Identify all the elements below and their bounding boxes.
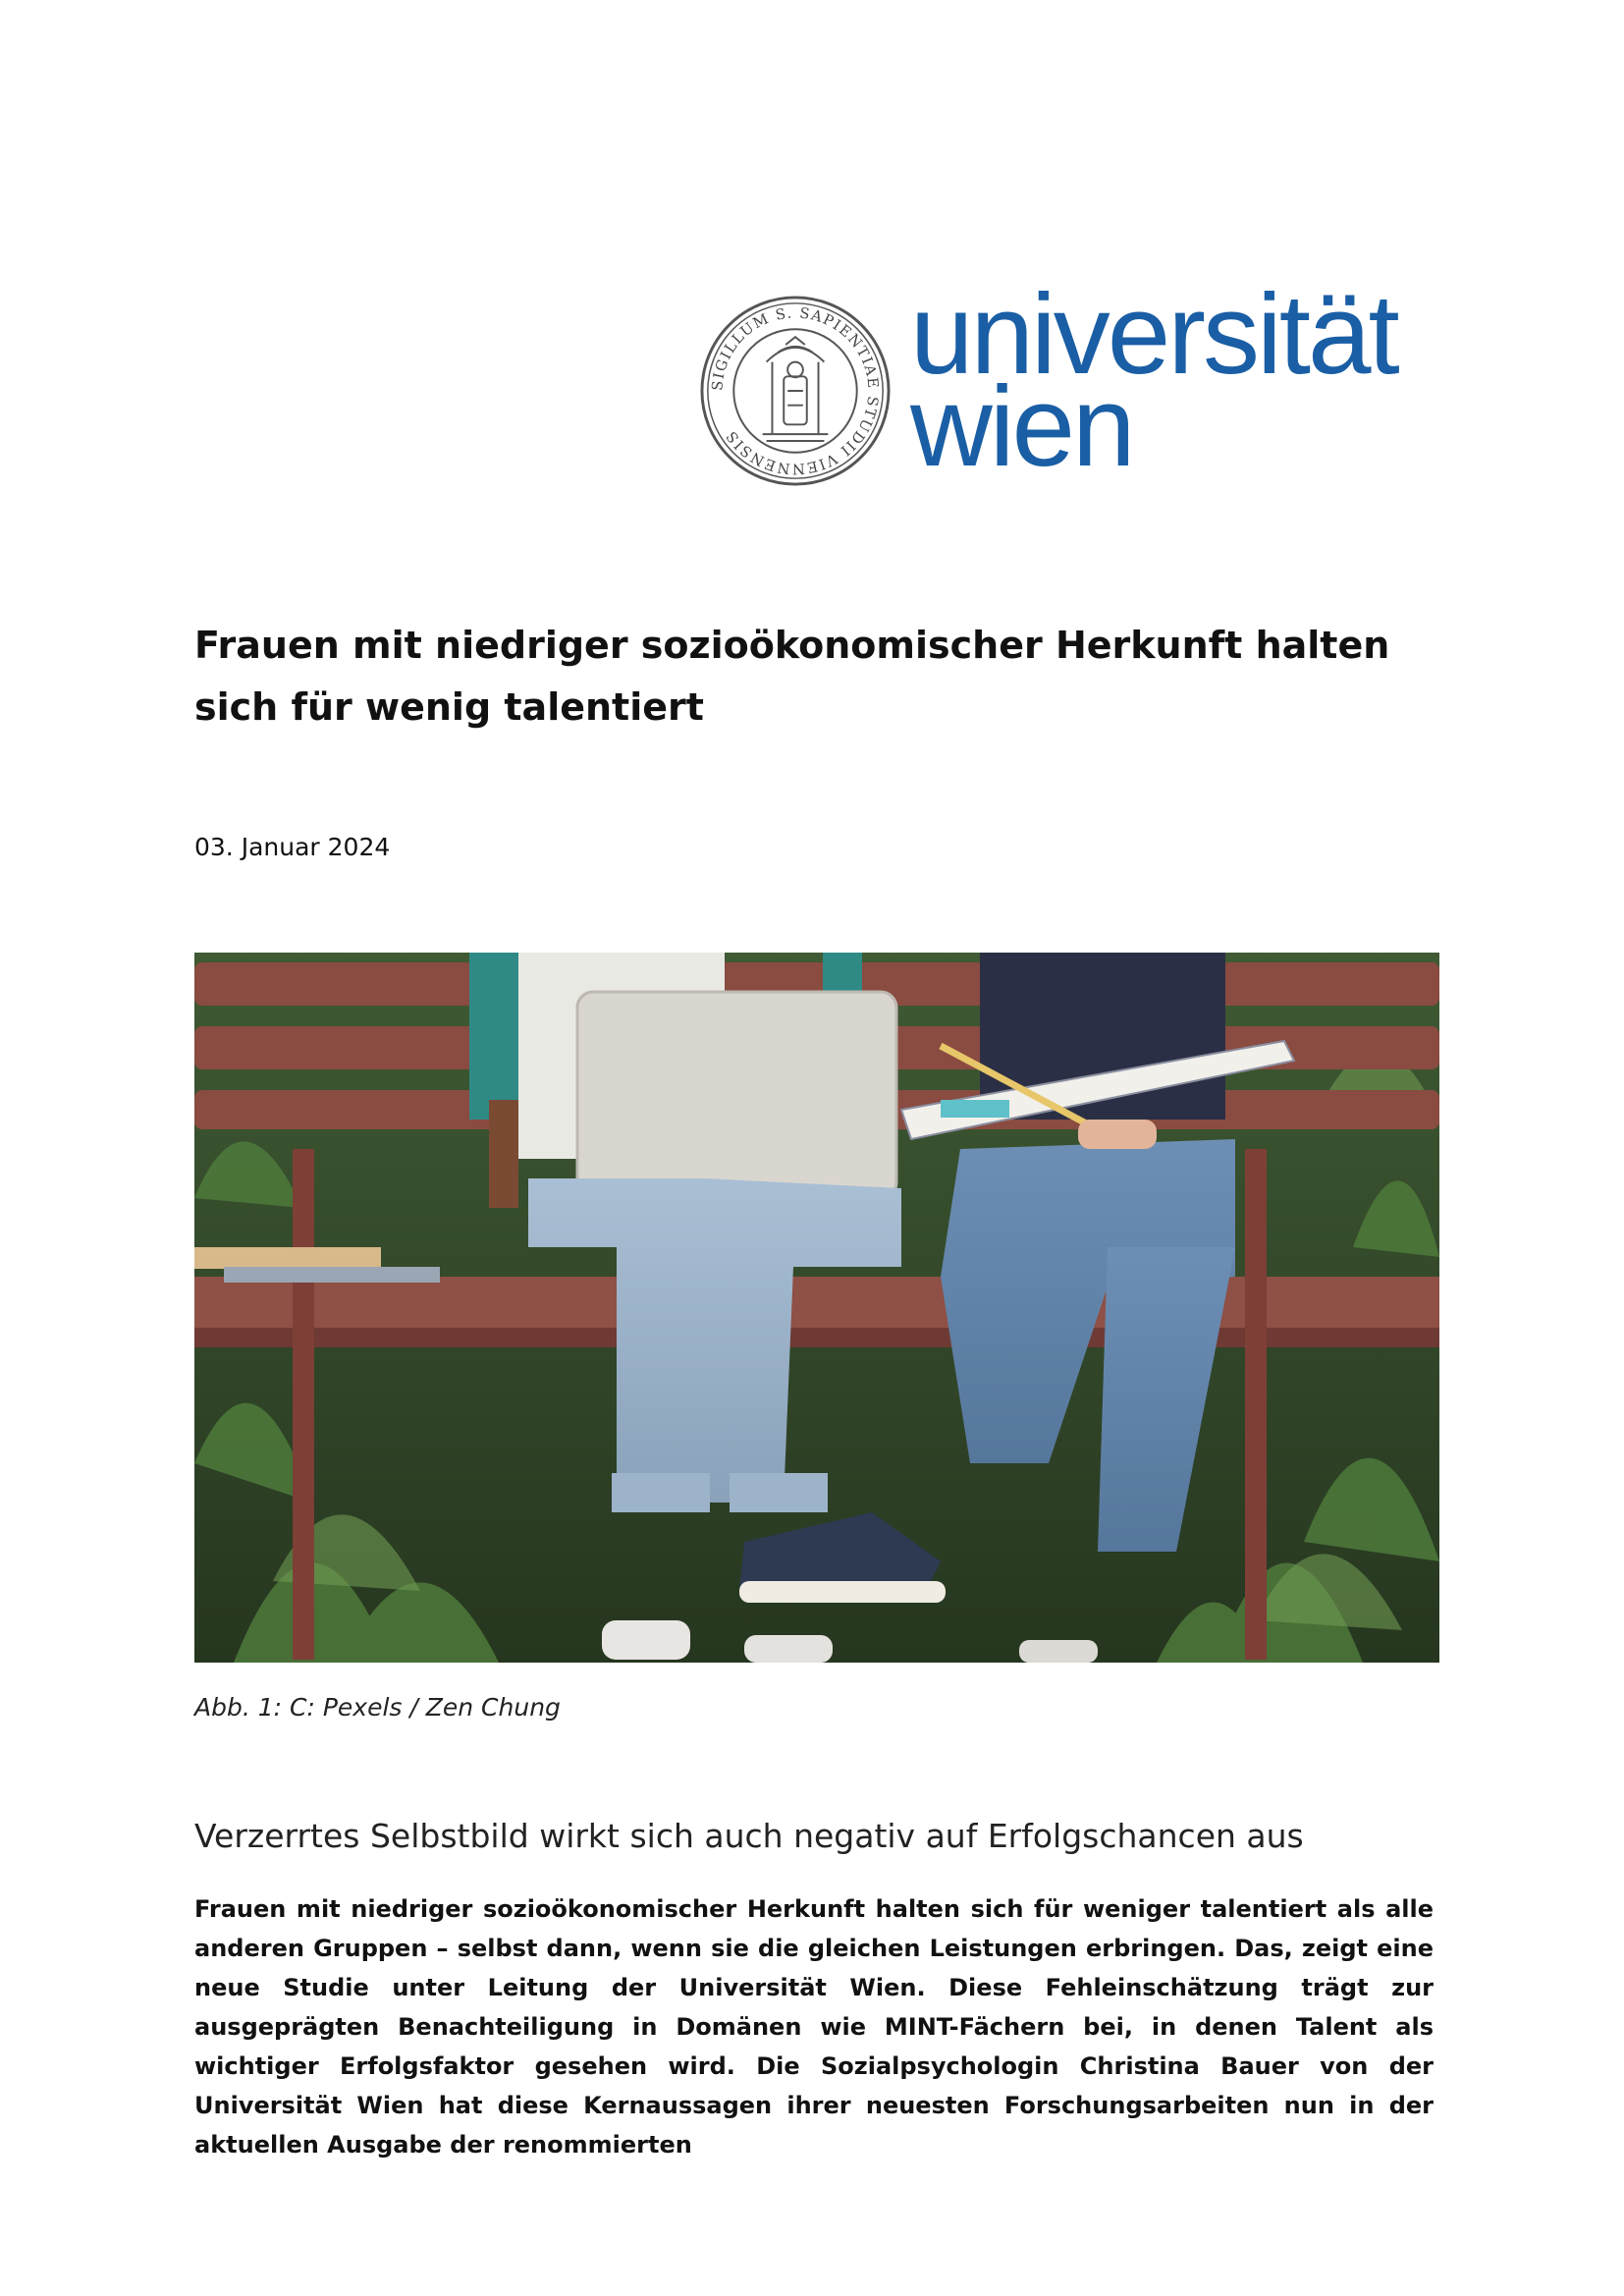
- university-logo: [699, 270, 1397, 491]
- wordmark-universitaet: universität: [910, 270, 1397, 398]
- seal-lettering: SIGILLUM S. SAPIENTIAE STUDII VIENNENSIS: [709, 304, 882, 477]
- article-lead-paragraph: Frauen mit niedriger sozioökonomischer Herkunft halten sich für weniger talentiert als alle anderen Gruppen – selbst dann, wenn sie die gleichen Leistungen erbringen. Das, zeigt eine neue Studie unter Leitung der Universität Wien. Diese Fehleinschätzung trägt zur ausgeprägten Benachteiligung in Domänen wie MINT-Fächern bei, in denen Talent als wichtiger Erfolgsfaktor gesehen wird. Die Sozialpsychologin Christina Bauer von der Universität Wien hat diese Kernaussagen ihrer neuesten Forschungsarbeiten nun in der aktuellen Ausgabe der renommierten: [194, 1895, 1434, 2159]
- article-subheading: Verzerrtes Selbstbild wirkt sich auch negativ auf Erfolgschancen aus: [194, 1817, 1304, 1855]
- article-title: Frauen mit niedriger sozioökonomischer Herkunft halten sich für wenig talentiert: [194, 624, 1390, 729]
- university-wordmark: [910, 270, 1397, 490]
- photo-illustration: [194, 953, 1439, 1663]
- wordmark-wien: wien: [910, 362, 1133, 490]
- image-caption: Abb. 1: C: Pexels / Zen Chung: [194, 1693, 561, 1722]
- article-date: 03. Januar 2024: [194, 833, 391, 861]
- university-seal-icon: [699, 295, 892, 487]
- article-photo: [194, 953, 1439, 1663]
